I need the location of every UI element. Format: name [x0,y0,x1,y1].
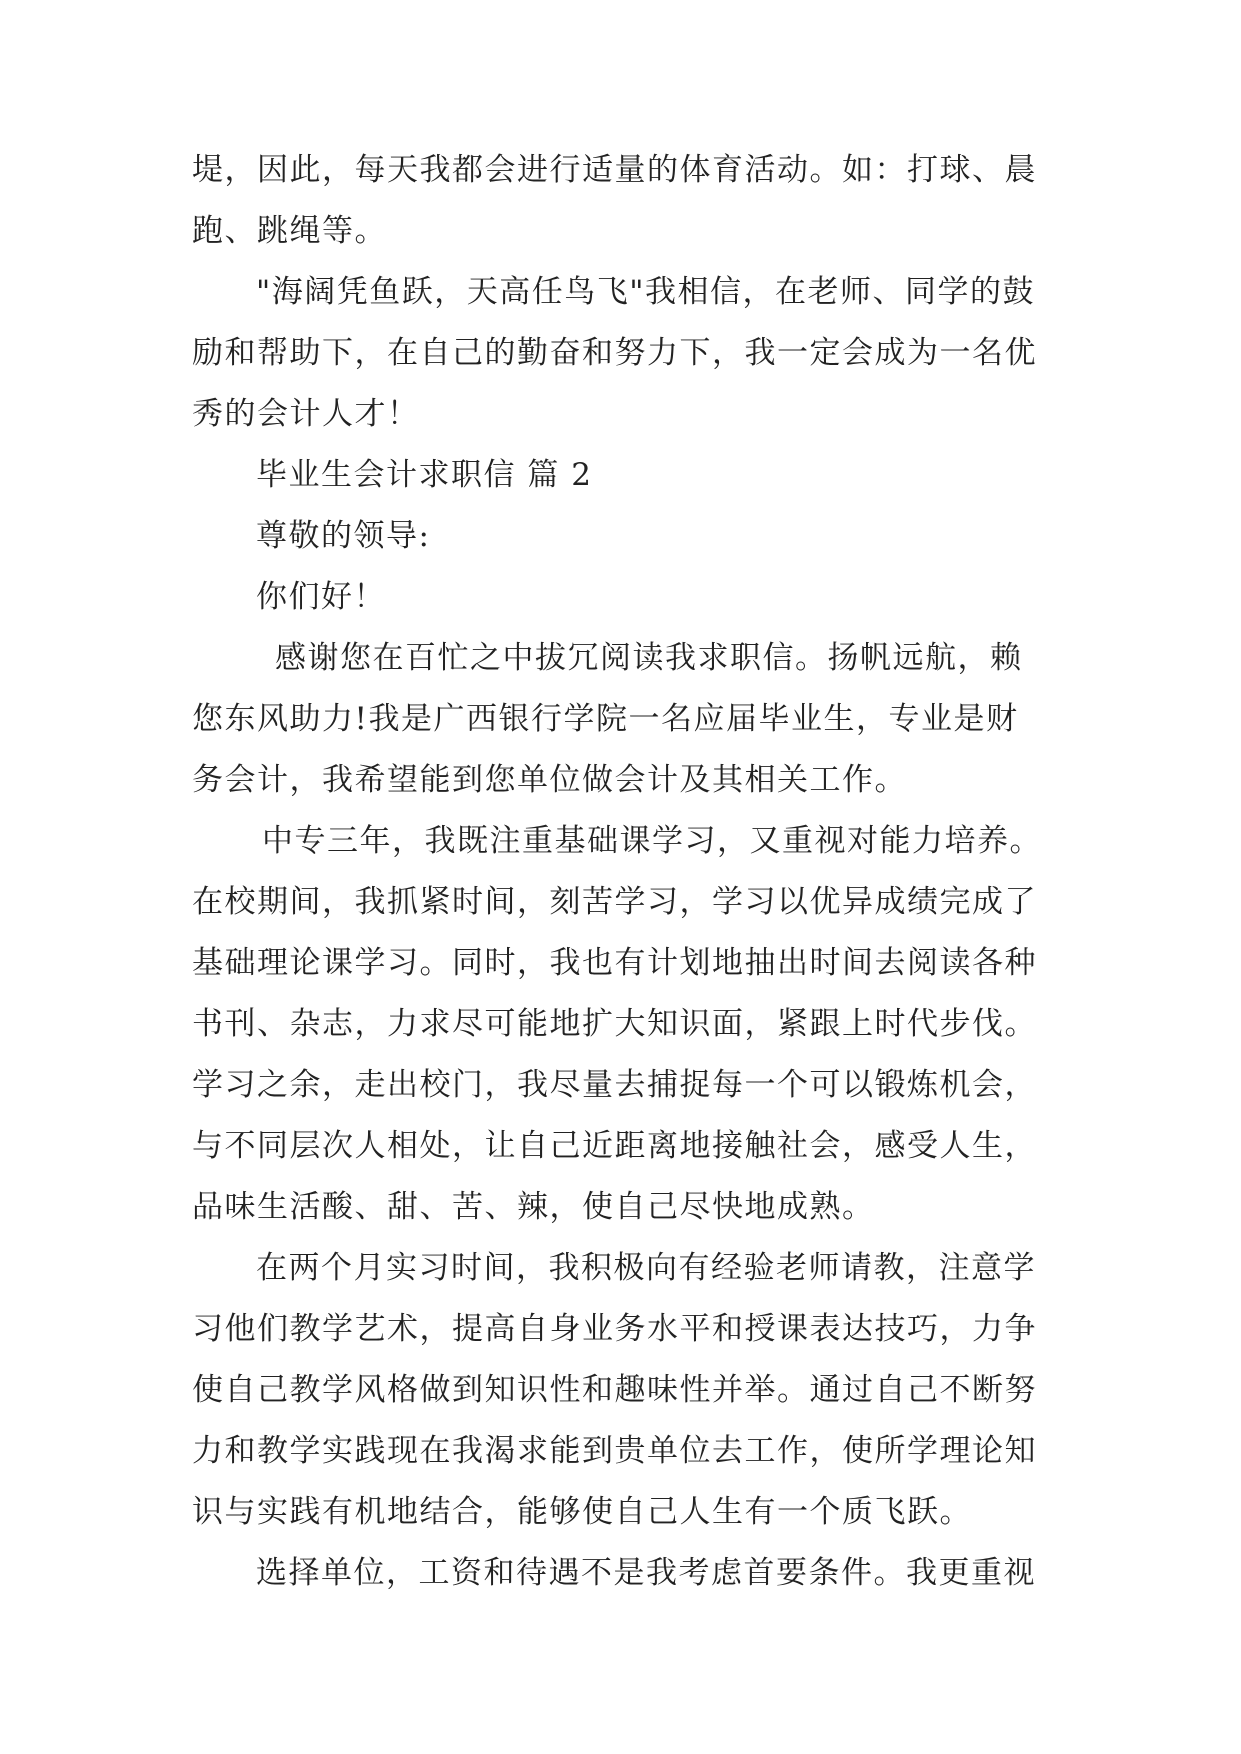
text-line: 书刊、杂志，力求尽可能地扩大知识面，紧跟上时代步伐。 [192,1006,1037,1042]
text-line: 基础理论课学习。同时，我也有计划地抽出时间去阅读各种 [192,945,1037,981]
text-line: 在校期间，我抓紧时间，刻苦学习，学习以优异成绩完成了 [192,884,1037,920]
text-line: 秀的会计人才！ [192,396,420,432]
section-heading: 毕业生会计求职信 篇 2 [256,457,593,493]
text-line: 您东风助力!我是广西银行学院一名应届毕业生，专业是财 [192,701,1019,737]
text-line: 在两个月实习时间，我积极向有经验老师请教，注意学 [256,1250,1036,1286]
text-line: "海阔凭鱼跃，天高任鸟飞"我相信，在老师、同学的鼓 [256,274,1036,310]
text-line: 选择单位，工资和待遇不是我考虑首要条件。我更重视 [256,1555,1036,1591]
greeting: 你们好！ [256,579,386,615]
text-line: 识与实践有机地结合，能够使自己人生有一个质飞跃。 [192,1494,972,1530]
text-line: 力和教学实践现在我渴求能到贵单位去工作，使所学理论知 [192,1433,1037,1469]
text-line: 与不同层次人相处，让自己近距离地接触社会，感受人生， [192,1128,1037,1164]
text-line: 中专三年，我既注重基础课学习，又重视对能力培养。 [262,823,1042,859]
text-line: 品味生活酸、甜、苦、辣，使自己尽快地成熟。 [192,1189,875,1225]
text-line: 务会计，我希望能到您单位做会计及其相关工作。 [192,762,907,798]
text-line: 跑、跳绳等。 [192,213,387,249]
text-line: 习他们教学艺术，提高自身业务水平和授课表达技巧，力争 [192,1311,1037,1347]
salutation: 尊敬的领导: [256,518,431,554]
text-line: 感谢您在百忙之中拔冗阅读我求职信。扬帆远航，赖 [275,640,1023,676]
text-line: 使自己教学风格做到知识性和趣味性并举。通过自己不断努 [192,1372,1037,1408]
text-line: 学习之余，走出校门，我尽量去捕捉每一个可以锻炼机会， [192,1067,1037,1103]
text-line: 励和帮助下，在自己的勤奋和努力下，我一定会成为一名优 [192,335,1037,371]
text-line: 堤，因此，每天我都会进行适量的体育活动。如：打球、晨 [192,152,1037,188]
